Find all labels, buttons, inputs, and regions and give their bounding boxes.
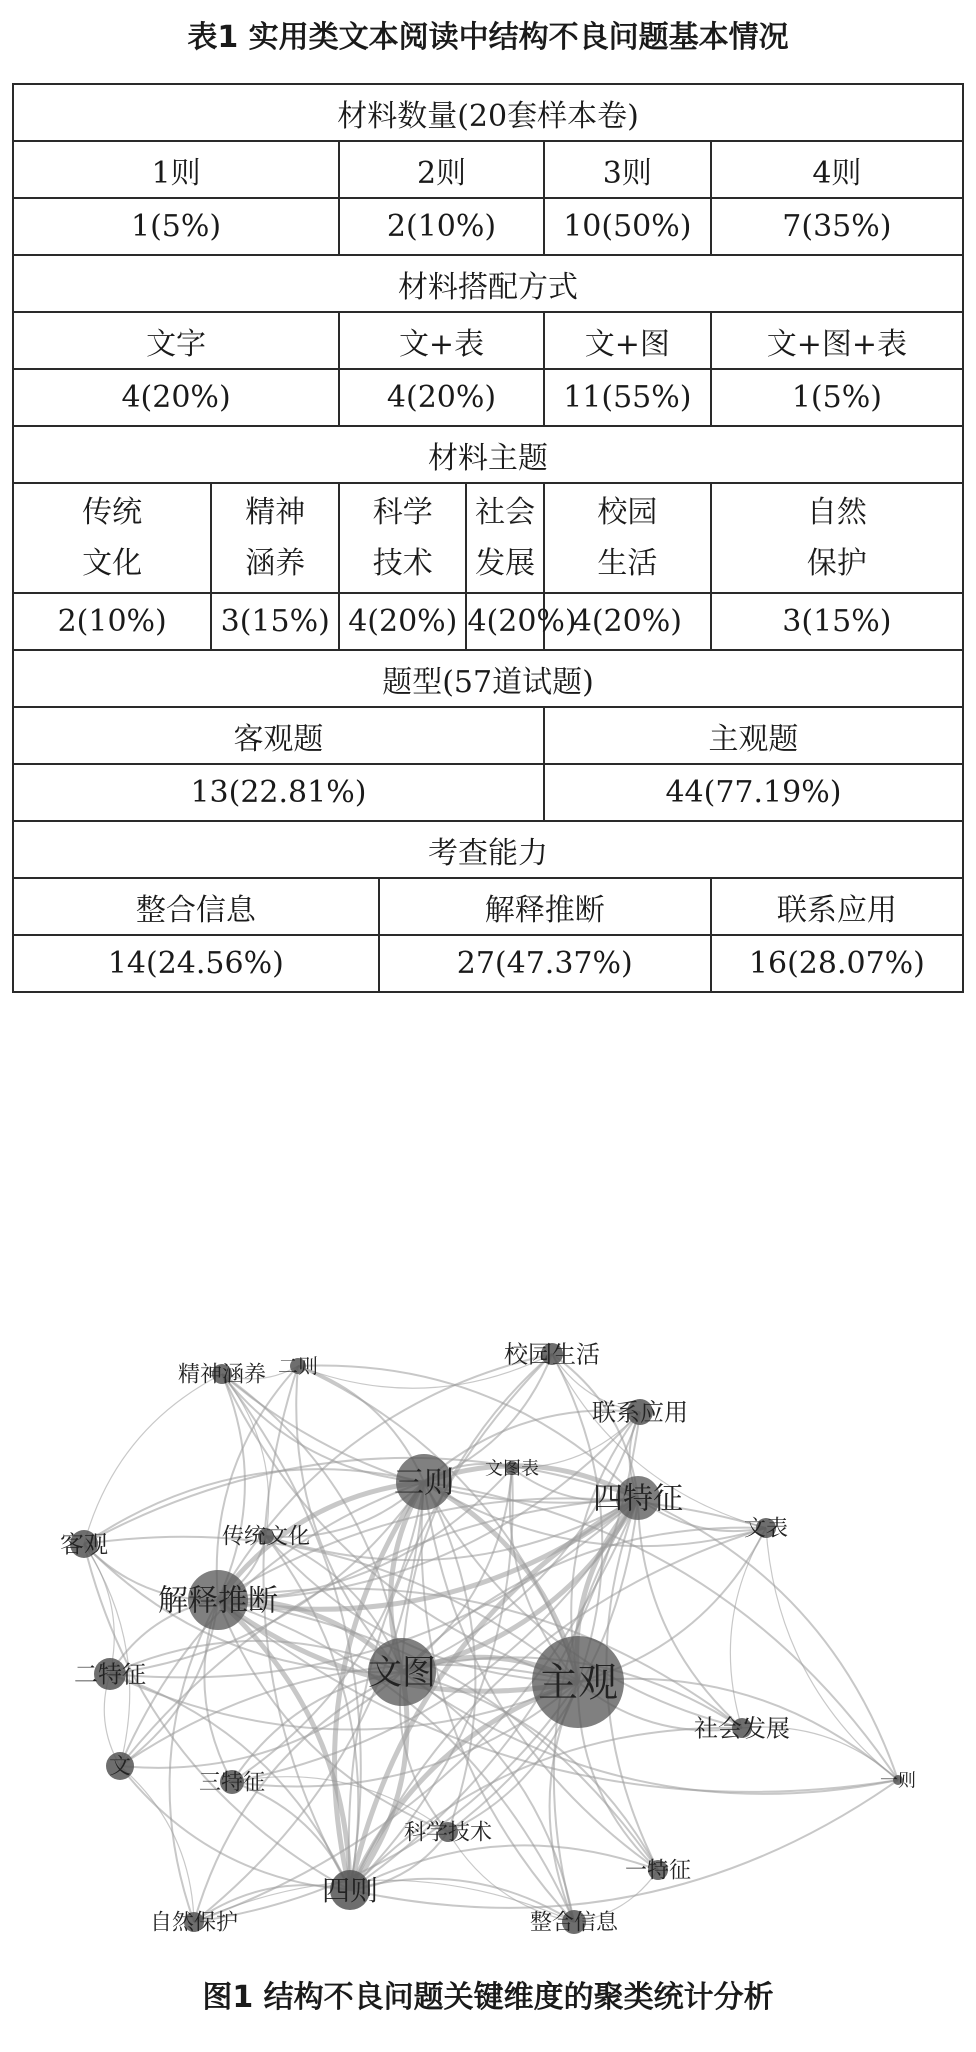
network-edge: [222, 1374, 269, 1536]
material-count-label: 1则: [13, 141, 339, 198]
material-combo-label: 文字: [13, 312, 339, 369]
network-edge: [350, 1845, 658, 1890]
material-count-label: 4则: [711, 141, 963, 198]
network-node: [394, 1454, 454, 1510]
material-count-value: 10(50%): [544, 198, 711, 255]
network-edge: [638, 1498, 742, 1728]
material-topic-value: 2(10%): [13, 593, 211, 650]
network-node-label: 传统文化: [221, 1524, 311, 1550]
network-node-label: 解释推断: [158, 1583, 278, 1619]
network-edge: [218, 1374, 245, 1600]
material-count-value: 7(35%): [711, 198, 963, 255]
network-node-label: 文表: [743, 1516, 789, 1542]
material-topic-label: 传统 文化: [13, 483, 211, 593]
network-node: [880, 1770, 916, 1791]
network-node-label: 文图表: [485, 1458, 539, 1480]
table-title: 表1 实用类文本阅读中结构不良问题基本情况: [187, 20, 789, 55]
network-edge: [298, 1366, 578, 1682]
network-edge: [296, 1366, 402, 1672]
network-node: [485, 1458, 539, 1479]
network-node: [322, 1870, 378, 1910]
material-topic-label: 精神 涵养: [211, 483, 339, 593]
network-node: [158, 1570, 278, 1630]
material-combo-label: 文+图: [544, 312, 711, 369]
network-node: [199, 1770, 265, 1796]
material-count-value: 2(10%): [339, 198, 544, 255]
ability-label: 解释推断: [379, 878, 711, 935]
material-topic-header: 材料主题: [13, 426, 963, 483]
network-node-label: 科学技术: [403, 1820, 493, 1846]
network-node: [222, 1525, 310, 1550]
network-node-label: 社会发展: [694, 1714, 790, 1743]
network-node-label: 精神涵养: [177, 1362, 267, 1388]
material-topic-label: 科学 技术: [339, 483, 466, 593]
material-count-header: 材料数量(20套样本卷): [13, 84, 963, 141]
network-node-label: 四则: [321, 1873, 379, 1907]
ability-value: 14(24.56%): [13, 935, 379, 992]
material-topic-label: 自然 保护: [711, 483, 963, 593]
material-topic-value: 4(20%): [544, 593, 711, 650]
network-node-label: 整合信息: [529, 1910, 619, 1936]
network-edge: [84, 1374, 222, 1544]
network-node-label: 一则: [880, 1770, 916, 1792]
network-node: [404, 1821, 492, 1846]
ability-header: 考查能力: [13, 821, 963, 878]
network-node-label: 文: [108, 1754, 132, 1780]
network-node-label: 三则: [394, 1465, 454, 1501]
network-node: [592, 1398, 688, 1426]
network-edge: [424, 1482, 898, 1780]
network-node-label: 二则: [278, 1354, 318, 1378]
network-node-label: 文图: [368, 1652, 436, 1693]
material-count-label: 2则: [339, 141, 544, 198]
network-edge: [194, 1880, 574, 1922]
material-topic-value: 4(20%): [339, 593, 466, 650]
material-topic-value: 3(15%): [711, 593, 963, 650]
network-node: [278, 1354, 318, 1378]
question-type-header: 题型(57道试题): [13, 650, 963, 707]
network-node-label: 自然保护: [149, 1910, 239, 1936]
network-node-label: 主观: [538, 1660, 618, 1706]
network-node-label: 三特征: [198, 1770, 266, 1796]
ability-label: 联系应用: [711, 878, 963, 935]
material-topic-value: 4(20%): [466, 593, 543, 650]
material-combo-value: 11(55%): [544, 369, 711, 426]
ability-value: 16(28.07%): [711, 935, 963, 992]
material-topic-value: 3(15%): [211, 593, 339, 650]
network-node: [74, 1658, 146, 1690]
material-topic-label: 社会 发展: [466, 483, 543, 593]
ability-value: 27(47.37%): [379, 935, 711, 992]
network-node-label: 二特征: [74, 1660, 146, 1689]
network-node: [106, 1752, 134, 1780]
material-combo-header: 材料搭配方式: [13, 255, 963, 312]
network-node: [532, 1636, 624, 1728]
network-node: [530, 1910, 619, 1936]
network-edge: [120, 1766, 194, 1922]
question-type-value: 44(77.19%): [544, 764, 963, 821]
network-node: [625, 1859, 691, 1884]
material-combo-value: 1(5%): [711, 369, 963, 426]
material-count-label: 3则: [544, 141, 711, 198]
network-node: [150, 1911, 238, 1936]
ability-label: 整合信息: [13, 878, 379, 935]
material-topic-label: 校园 生活: [544, 483, 711, 593]
question-type-label: 客观题: [13, 707, 544, 764]
material-combo-label: 文+表: [339, 312, 544, 369]
network-node: [368, 1638, 436, 1706]
network-node-label: 客观: [60, 1530, 108, 1559]
network-node-label: 四特征: [593, 1481, 683, 1517]
network-node: [593, 1476, 683, 1520]
network-node: [504, 1340, 600, 1368]
network-node: [744, 1517, 788, 1542]
network-node: [60, 1530, 108, 1558]
statistics-table: [12, 83, 964, 993]
network-node-label: 校园生活: [504, 1340, 600, 1369]
network-node-label: 联系应用: [592, 1398, 688, 1427]
material-count-value: 1(5%): [13, 198, 339, 255]
network-node-label: 一特征: [624, 1858, 692, 1884]
material-combo-value: 4(20%): [13, 369, 339, 426]
cluster-network-graph: [40, 1300, 936, 1950]
network-node: [694, 1714, 790, 1742]
question-type-label: 主观题: [544, 707, 963, 764]
question-type-value: 13(22.81%): [13, 764, 544, 821]
network-node: [178, 1363, 266, 1388]
material-combo-label: 文+图+表: [711, 312, 963, 369]
figure-title: 图1 结构不良问题关键维度的聚类统计分析: [202, 1980, 774, 2015]
material-combo-value: 4(20%): [339, 369, 544, 426]
